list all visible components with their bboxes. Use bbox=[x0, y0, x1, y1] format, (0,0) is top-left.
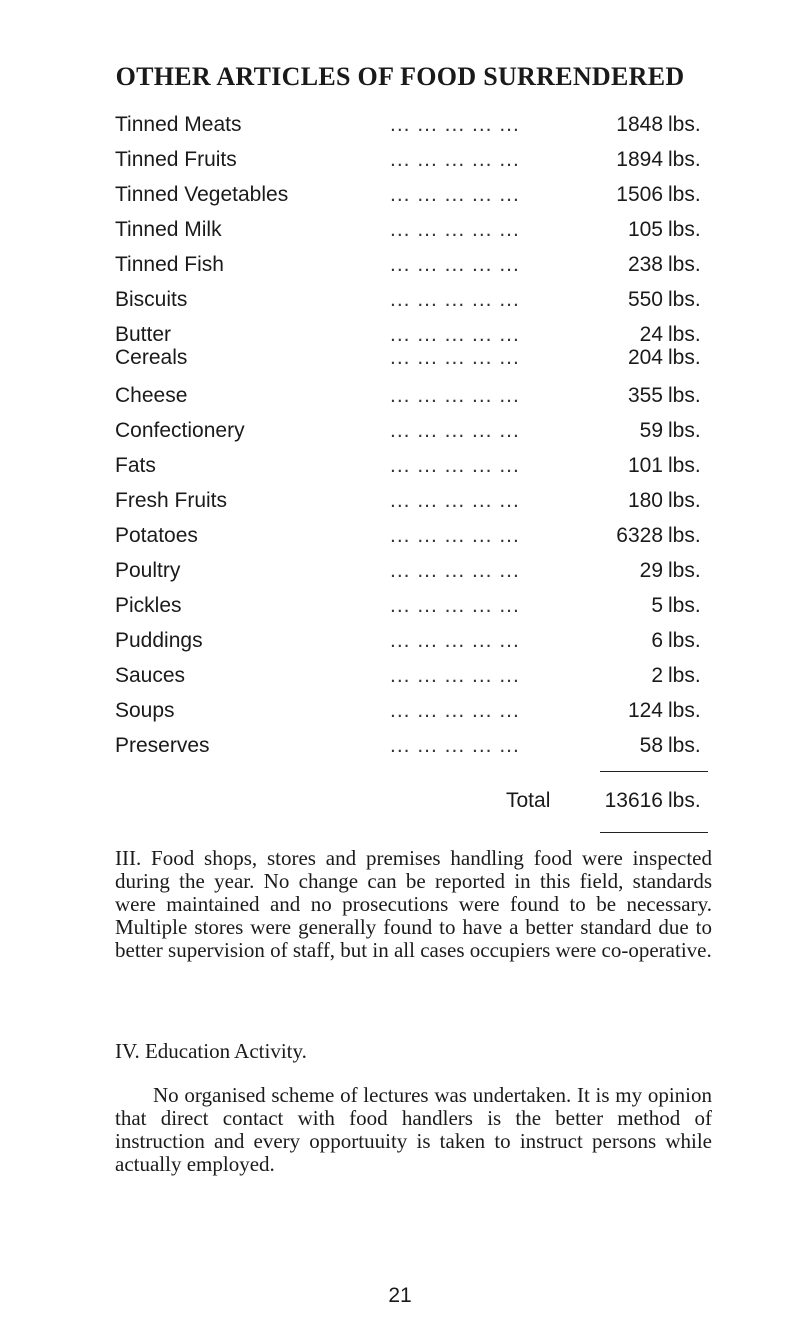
item-unit: lbs. bbox=[668, 288, 701, 311]
table-row bbox=[115, 731, 715, 761]
item-quantity: 550 bbox=[627, 288, 663, 311]
item-quantity: 58 bbox=[639, 734, 663, 757]
table-row bbox=[115, 626, 715, 656]
item-unit: lbs. bbox=[668, 384, 701, 407]
dot-leader: ... ... ... ... ... bbox=[390, 253, 520, 276]
item-quantity: 180 bbox=[627, 489, 663, 512]
total-rule-top bbox=[600, 771, 708, 772]
table-row bbox=[115, 486, 715, 516]
dot-leader: ... ... ... ... ... bbox=[390, 594, 520, 617]
table-row bbox=[115, 521, 715, 551]
table-row bbox=[115, 215, 715, 245]
item-name: Puddings bbox=[115, 629, 203, 652]
item-name: Pickles bbox=[115, 594, 182, 617]
table-row bbox=[115, 416, 715, 446]
item-name: Sauces bbox=[115, 664, 186, 687]
dot-leader: ... ... ... ... ... bbox=[390, 699, 520, 722]
item-name: Soups bbox=[115, 699, 175, 722]
item-quantity: 1894 bbox=[616, 148, 663, 171]
dot-leader: ... ... ... ... ... bbox=[390, 489, 520, 512]
item-quantity: 204 bbox=[627, 346, 663, 369]
section-iv-paragraph bbox=[115, 1084, 712, 1176]
item-name: Biscuits bbox=[115, 288, 188, 311]
item-quantity: 2 bbox=[651, 664, 663, 687]
dot-leader: ... ... ... ... ... bbox=[390, 734, 520, 757]
item-name: Tinned Fish bbox=[115, 253, 224, 276]
total-rule-bottom bbox=[600, 832, 708, 833]
table-row bbox=[115, 250, 715, 280]
table-row bbox=[115, 145, 715, 175]
item-name: Tinned Milk bbox=[115, 218, 222, 241]
dot-leader: ... ... ... ... ... bbox=[390, 218, 520, 241]
item-unit: lbs. bbox=[668, 253, 701, 276]
item-quantity: 6328 bbox=[616, 524, 663, 547]
table-row bbox=[115, 180, 715, 210]
total-row bbox=[115, 786, 715, 816]
item-unit: lbs. bbox=[668, 594, 701, 617]
table-row bbox=[115, 556, 715, 586]
item-quantity: 238 bbox=[627, 253, 663, 276]
item-quantity: 6 bbox=[651, 629, 663, 652]
dot-leader: ... ... ... ... ... bbox=[390, 113, 520, 136]
item-quantity: 124 bbox=[627, 699, 663, 722]
page-number: 21 bbox=[388, 1284, 412, 1307]
item-unit: lbs. bbox=[668, 559, 701, 582]
item-unit: lbs. bbox=[668, 148, 701, 171]
section-iv-heading: IV. Education Activity. bbox=[115, 1039, 307, 1063]
table-row bbox=[115, 591, 715, 621]
dot-leader: ... ... ... ... ... bbox=[390, 559, 520, 582]
item-name: Poultry bbox=[115, 559, 181, 582]
item-unit: lbs. bbox=[668, 699, 701, 722]
item-quantity: 1848 bbox=[616, 113, 663, 136]
item-unit: lbs. bbox=[668, 218, 701, 241]
item-unit: lbs. bbox=[668, 454, 701, 477]
dot-leader: ... ... ... ... ... bbox=[390, 629, 520, 652]
table-row bbox=[115, 381, 715, 411]
item-quantity: 59 bbox=[639, 419, 663, 442]
dot-leader: ... ... ... ... ... bbox=[390, 288, 520, 311]
page-title: OTHER ARTICLES OF FOOD SURRENDERED bbox=[115, 62, 685, 91]
table-row bbox=[115, 285, 715, 315]
item-name: Cheese bbox=[115, 384, 188, 407]
item-name: Tinned Fruits bbox=[115, 148, 237, 171]
item-quantity: 29 bbox=[639, 559, 663, 582]
item-unit: lbs. bbox=[668, 346, 701, 369]
item-unit: lbs. bbox=[668, 524, 701, 547]
total-unit: lbs. bbox=[668, 789, 701, 812]
item-quantity: 24 bbox=[639, 323, 663, 346]
item-unit: lbs. bbox=[668, 419, 701, 442]
item-name: Confectionery bbox=[115, 419, 245, 442]
dot-leader: ... ... ... ... ... bbox=[390, 183, 520, 206]
item-quantity: 101 bbox=[627, 454, 663, 477]
dot-leader: ... ... ... ... ... bbox=[390, 323, 520, 346]
item-name: Fats bbox=[115, 454, 156, 477]
section-iii-paragraph: III. Food shops, stores and premises handling food were inspected during the year. No change can be reported in this field, standards were maintained and no prosecutions were found to be necessary. Multiple stores were generally found to have a better standard due to better supervision of staff, but in all cases occupiers were co-operative. bbox=[115, 846, 712, 962]
item-name: Tinned Vegetables bbox=[115, 183, 289, 206]
dot-leader: ... ... ... ... ... bbox=[390, 664, 520, 687]
item-quantity: 355 bbox=[627, 384, 663, 407]
section-iv-text: No organised scheme of lectures was undertaken. It is my opinion that direct contact with food handlers is the better method of instruction and every opportuuity is taken to instruct persons while actually employed. bbox=[115, 1083, 712, 1176]
item-unit: lbs. bbox=[668, 323, 701, 346]
dot-leader: ... ... ... ... ... bbox=[390, 419, 520, 442]
table-row bbox=[115, 661, 715, 691]
item-unit: lbs. bbox=[668, 113, 701, 136]
table-row bbox=[115, 696, 715, 726]
item-unit: lbs. bbox=[668, 734, 701, 757]
dot-leader: ... ... ... ... ... bbox=[390, 524, 520, 547]
item-quantity: 5 bbox=[651, 594, 663, 617]
table-row bbox=[115, 110, 715, 140]
item-quantity: 105 bbox=[627, 218, 663, 241]
dot-leader: ... ... ... ... ... bbox=[390, 384, 520, 407]
dot-leader: ... ... ... ... ... bbox=[390, 346, 520, 369]
total-quantity: 13616 bbox=[604, 789, 663, 812]
item-unit: lbs. bbox=[668, 183, 701, 206]
dot-leader: ... ... ... ... ... bbox=[390, 148, 520, 171]
item-name: Fresh Fruits bbox=[115, 489, 228, 512]
table-row bbox=[115, 343, 715, 373]
item-quantity: 1506 bbox=[616, 183, 663, 206]
item-name: Butter bbox=[115, 323, 172, 346]
item-unit: lbs. bbox=[668, 629, 701, 652]
item-name: Cereals bbox=[115, 346, 188, 369]
item-name: Potatoes bbox=[115, 524, 198, 547]
table-row bbox=[115, 451, 715, 481]
dot-leader: ... ... ... ... ... bbox=[390, 454, 520, 477]
item-unit: lbs. bbox=[668, 664, 701, 687]
item-unit: lbs. bbox=[668, 489, 701, 512]
total-label: Total bbox=[506, 789, 551, 812]
item-name: Tinned Meats bbox=[115, 113, 242, 136]
item-name: Preserves bbox=[115, 734, 210, 757]
